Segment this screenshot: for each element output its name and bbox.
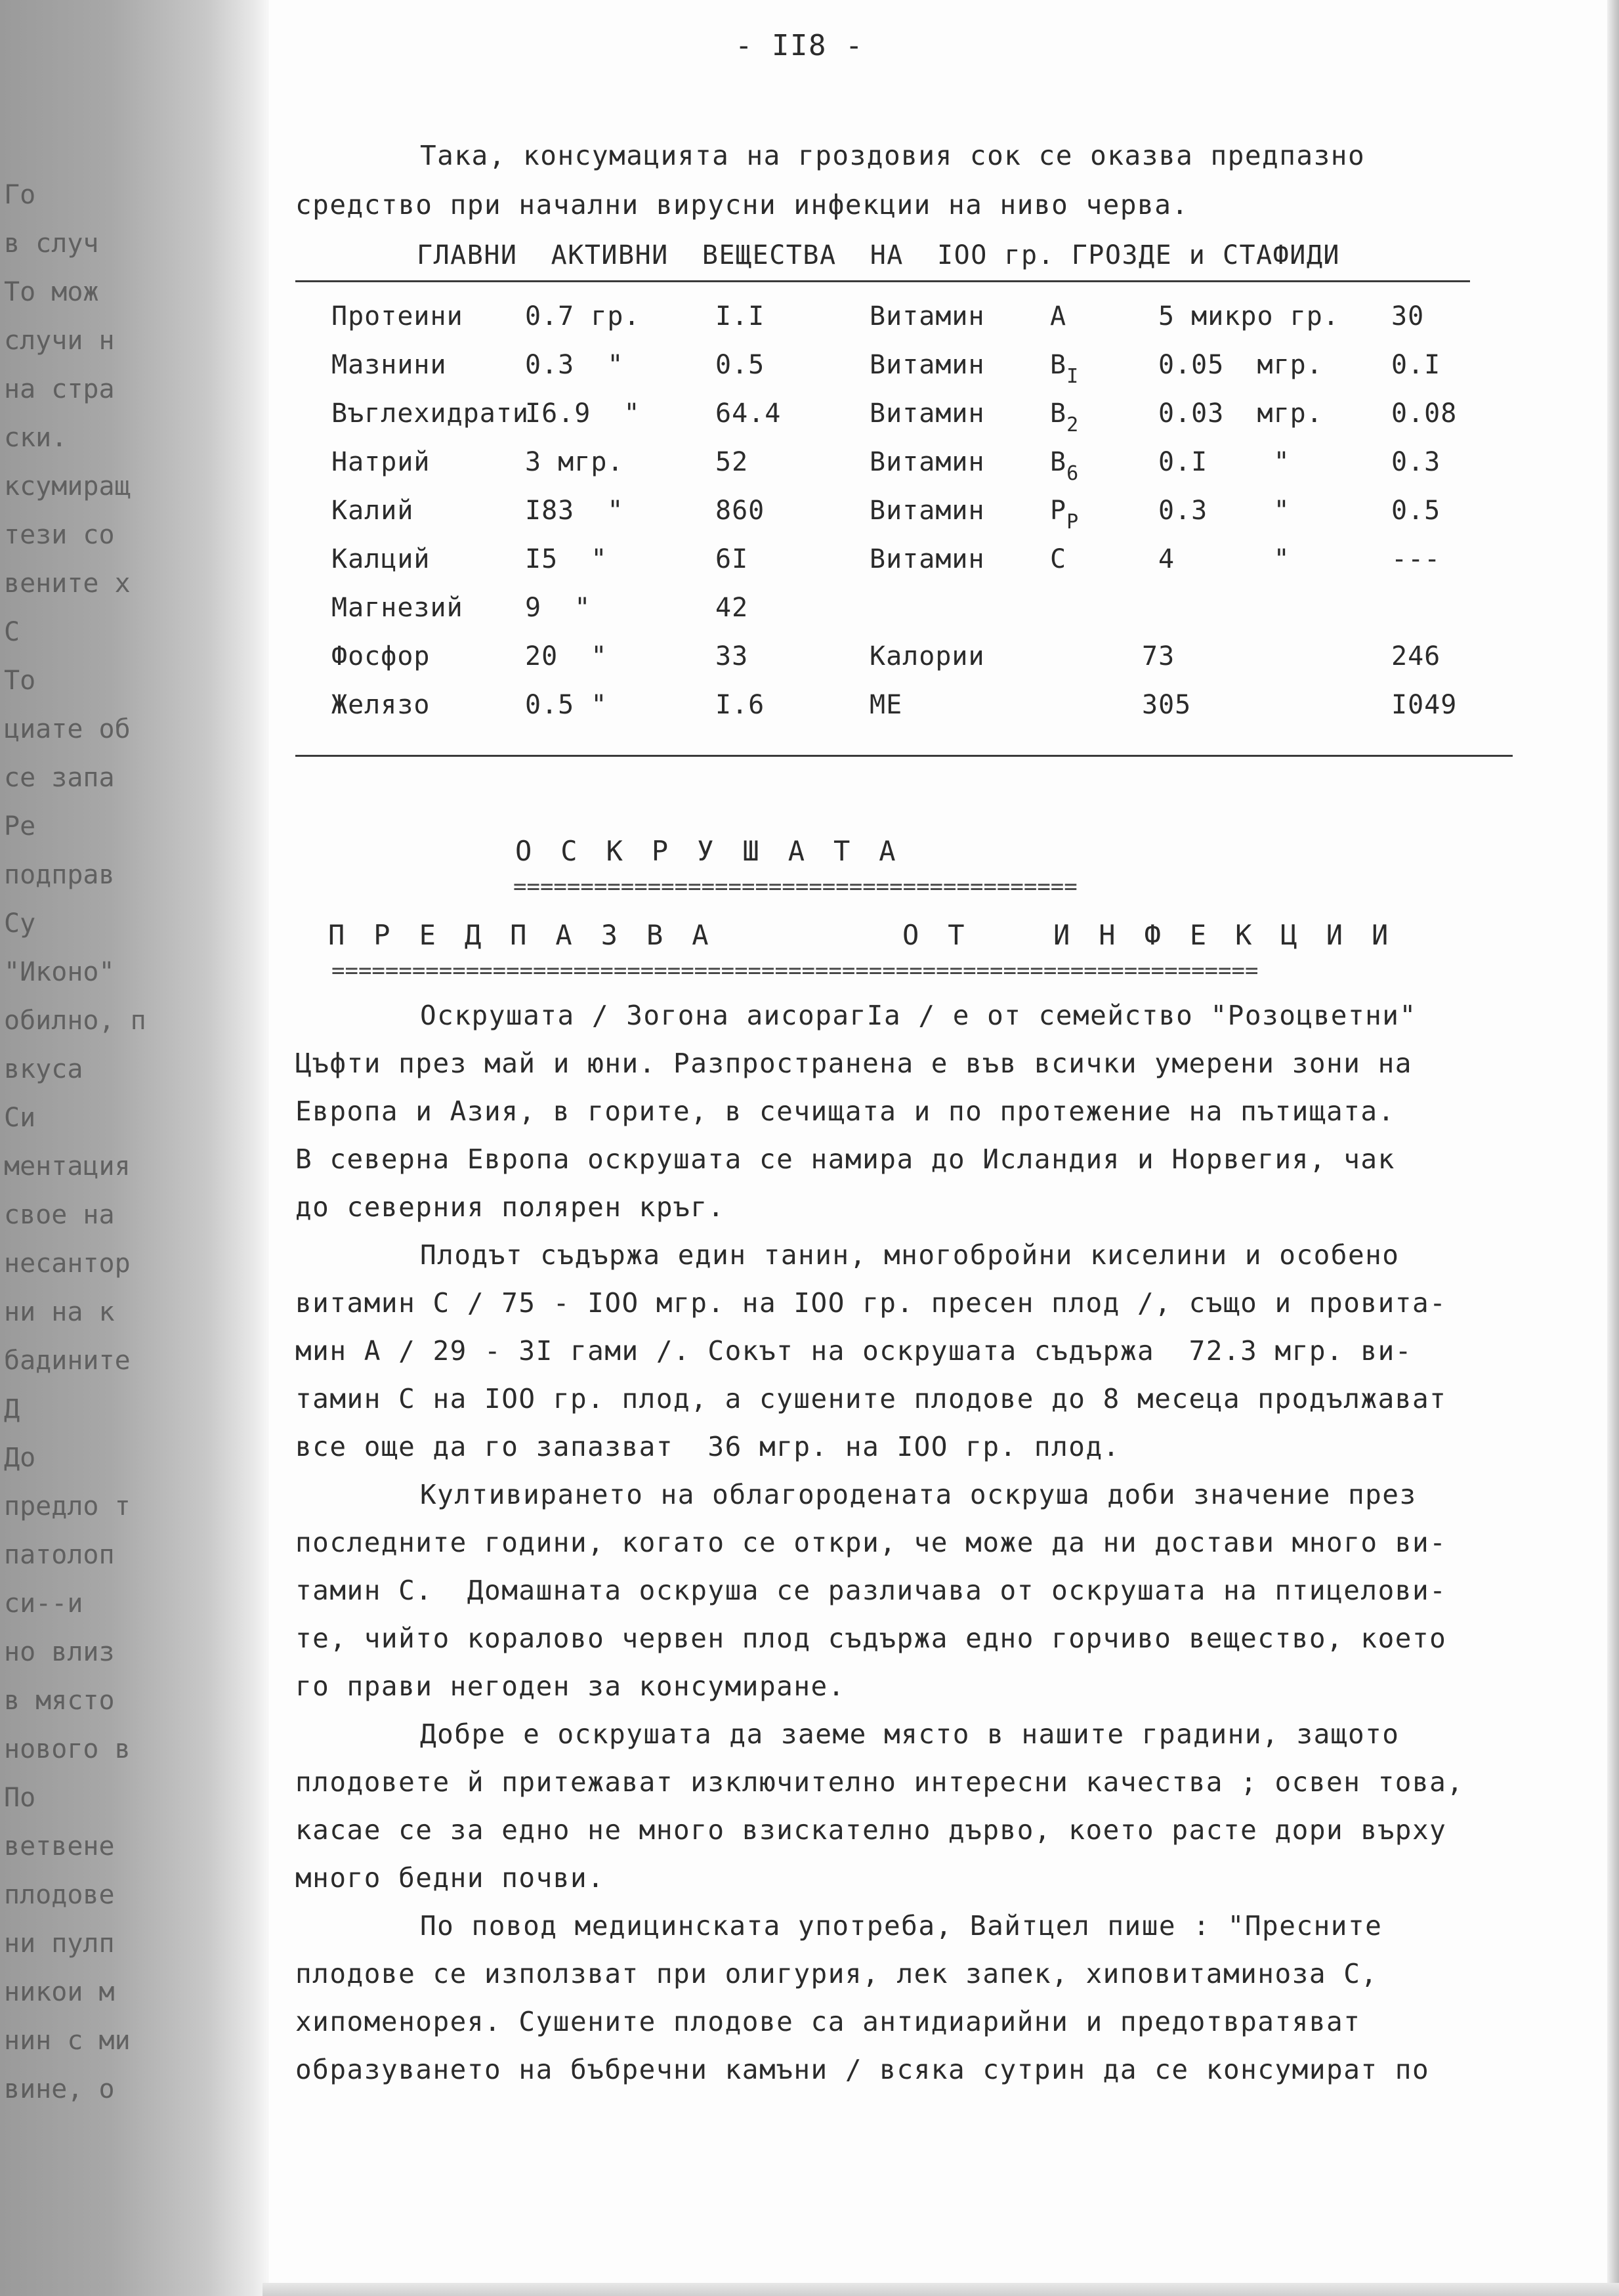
table-row-raisin-value: 860 <box>715 496 765 526</box>
table-row-nutrient-name: Калций <box>331 544 431 574</box>
heading-oskrushata: ОСКРУШАТА <box>515 835 925 867</box>
table-top-rule <box>295 280 1470 282</box>
paragraph-line: последните години, когато се откри, че може да ни достави много ви- <box>295 1527 1447 1558</box>
gutter-fragment: То <box>4 666 36 696</box>
heading-part-1: ПРЕДПАЗВА <box>328 919 738 951</box>
gutter-fragment: С <box>4 617 20 647</box>
intro-line-1: Така, консумацията на гроздовия сок се оказва предпазно <box>420 140 1366 171</box>
table-row-grape-value: I83 " <box>525 496 624 526</box>
table-row-vitamin-name: Витамин <box>870 350 985 380</box>
paragraph-line: Европа и Азия, в горите, в сечищата и по протежение на пътищата. <box>295 1095 1395 1127</box>
paragraph-line: В северна Европа оскрушата се намира до Исландия и Норвегия, чак <box>295 1143 1395 1175</box>
gutter-fragment: патолоп <box>4 1540 115 1570</box>
gutter-fragment: Си <box>4 1103 36 1133</box>
table-row-grape-value: 0.3 " <box>1158 496 1290 526</box>
table-row-nutrient-name: Калий <box>331 496 414 526</box>
table-row-raisin-value: 30 <box>1391 301 1425 331</box>
table-row-nutrient-name: Фосфор <box>331 641 431 671</box>
table-row-raisin-value: 0.5 <box>715 350 765 380</box>
table-row-vitamin-letter: $B_I$ <box>1050 350 1080 388</box>
paragraph-line: до северния полярен кръг. <box>295 1191 725 1223</box>
table-row-raisin-value: I.6 <box>715 690 765 720</box>
table-row-vitamin-letter: $B_2$ <box>1050 398 1080 436</box>
gutter-fragment: в случ <box>4 228 99 259</box>
table-row-raisin-value: 42 <box>715 593 749 623</box>
table-row-vitamin-name: Витамин <box>870 301 985 331</box>
table-row-nutrient-name: Мазнини <box>331 350 447 380</box>
table-row-grape-value: 0.7 гр. <box>525 301 641 331</box>
gutter-fragment: Су <box>4 908 36 939</box>
book-gutter <box>0 0 276 2296</box>
table-row-grape-value: 4 " <box>1158 544 1290 574</box>
gutter-fragment: Ре <box>4 811 36 841</box>
table-row-nutrient-name: Въглехидрати <box>331 398 529 429</box>
table-row-grape-value: 0.05 мгр. <box>1158 350 1323 380</box>
table-row-raisin-value: 0.08 <box>1391 398 1458 429</box>
gutter-fragment: ксумиращ <box>4 471 131 501</box>
paragraph-line: мин А / 29 - 3I гами /. Сокът на оскрушата съдържа 72.3 мгр. ви- <box>295 1335 1412 1367</box>
paragraph-first-line: Оскрушата / Зогона аисорагIа / е от семейство "Розоцветни" <box>420 1000 1417 1031</box>
gutter-fragment: вкуса <box>4 1054 83 1084</box>
gutter-fragment: но влиз <box>4 1637 115 1667</box>
table-bottom-rule <box>295 755 1513 757</box>
table-row-vitamin-name: Калории <box>870 641 985 671</box>
table-row-nutrient-name: Протеини <box>331 301 463 331</box>
heading-part-2: ОТ <box>902 919 994 951</box>
table-row-vitamin-letter: C <box>1050 544 1067 574</box>
gutter-fragment: вине, о <box>4 2074 115 2104</box>
table-row-raisin-value: 6I <box>715 544 749 574</box>
gutter-fragment: се запа <box>4 763 115 793</box>
table-row-raisin-value: 64.4 <box>715 398 782 429</box>
table-row-vitamin-letter: $P_P$ <box>1050 496 1080 534</box>
gutter-fragment: Го <box>4 180 36 210</box>
table-row-raisin-value: --- <box>1391 544 1441 574</box>
table-row-vitamin-name: Витамин <box>870 447 985 477</box>
gutter-fragment: на стра <box>4 374 115 404</box>
gutter-fragment: По <box>4 1783 36 1813</box>
paragraph-line: тамин С. Домашната оскруша се различава от оскрушата на птицелови- <box>295 1575 1447 1606</box>
paragraph-line: го прави негоден за консумиране. <box>295 1670 845 1702</box>
paragraph-line: плодовете й притежават изключително интересни качества ; освен това, <box>295 1766 1464 1798</box>
paragraph-first-line: Добре е оскрушата да заеме място в нашите градини, защото <box>420 1718 1400 1750</box>
table-row-vitamin-name: Витамин <box>870 544 985 574</box>
gutter-fragment: ветвене <box>4 1831 115 1861</box>
table-row-raisin-value: I049 <box>1391 690 1458 720</box>
page-edge-bottom <box>263 2283 1619 2296</box>
paragraph-line: касае се за едно не много взискателно дърво, което расте дори върху <box>295 1814 1447 1846</box>
gutter-fragment: подправ <box>4 860 115 890</box>
paragraph-line: все още да го запазват 36 мгр. на IOO гр. плод. <box>295 1431 1120 1462</box>
paragraph-line: плодове се използват при олигурия, лек запек, хиповитаминоза С, <box>295 1958 1378 1989</box>
paragraph-line: хипоменорея. Сушените плодове са антидиарийни и предотвратяват <box>295 2006 1361 2037</box>
paragraph-line: много бедни почви. <box>295 1862 605 1894</box>
table-row-grape-value: I5 " <box>525 544 608 574</box>
table-row-vitamin-name: МЕ <box>870 690 903 720</box>
paragraph-line: тамин С на IOO гр. плод, а сушените плодове до 8 месеца продължават <box>295 1383 1447 1414</box>
gutter-fragment: никои м <box>4 1977 115 2007</box>
paragraph-line: витамин С / 75 - IOO мгр. на IOO гр. пресен плод /, също и провита- <box>295 1287 1447 1319</box>
table-row-nutrient-name: Магнезий <box>331 593 463 623</box>
page-edge-right <box>1607 0 1619 2296</box>
paragraph-line: образуването на бъбречни камъни / всяка сутрин да се консумират по <box>295 2054 1430 2085</box>
table-row-nutrient-name: Натрий <box>331 447 431 477</box>
gutter-fragment: обилно, п <box>4 1006 146 1036</box>
table-row-raisin-value: 52 <box>715 447 749 477</box>
gutter-fragment: предло т <box>4 1491 131 1521</box>
table-row-vitamin-letter: A <box>1050 301 1067 331</box>
gutter-fragment: ни на к <box>4 1297 115 1327</box>
table-row-vitamin-name: Витамин <box>870 496 985 526</box>
table-row-grape-value: 0.03 мгр. <box>1158 398 1323 429</box>
paragraph-first-line: Култивирането на облагородената оскруша доби значение през <box>420 1479 1417 1510</box>
table-row-grape-value: 73 <box>1142 641 1175 671</box>
gutter-fragment: тези со <box>4 520 115 550</box>
table-row-grape-value: 0.I " <box>1158 447 1290 477</box>
heading-underline-1: ========================================== <box>513 880 1078 894</box>
gutter-fragment: ски. <box>4 423 68 453</box>
table-row-grape-value: I6.9 " <box>525 398 641 429</box>
gutter-fragment: бадините <box>4 1346 131 1376</box>
table-row-vitamin-name: Витамин <box>870 398 985 429</box>
paragraph-first-line: Плодът съдържа един танин, многобройни киселини и особено <box>420 1239 1400 1271</box>
table-row-raisin-value: 0.3 <box>1391 447 1441 477</box>
heading-underline-2: ===================================================================== <box>331 964 1259 978</box>
table-row-grape-value: 20 " <box>525 641 608 671</box>
table-row-grape-value: 5 микро гр. <box>1158 301 1339 331</box>
gutter-fragment: вените х <box>4 568 131 599</box>
table-row-grape-value: 9 " <box>525 593 591 623</box>
gutter-fragment: плодове <box>4 1880 115 1910</box>
gutter-fragment: "Иконо" <box>4 957 115 987</box>
paragraph-line: те, чийто коралово червен плод съдържа едно горчиво вещество, което <box>295 1623 1447 1654</box>
table-row-grape-value: 305 <box>1142 690 1192 720</box>
table-title: ГЛАВНИ АКТИВНИ ВЕЩЕСТВА НА IOO гр. ГРОЗДЕ и СТАФИДИ <box>417 240 1341 270</box>
table-row-raisin-value: I.I <box>715 301 765 331</box>
table-row-vitamin-letter: $B_6$ <box>1050 447 1080 485</box>
gutter-fragment: ни пулп <box>4 1928 115 1959</box>
paragraph-line: Цъфти през май и юни. Разпространена е във всички умерени зони на <box>295 1048 1412 1079</box>
gutter-fragment: Д <box>4 1394 20 1424</box>
gutter-fragment: ментация <box>4 1151 131 1181</box>
table-row-grape-value: 0.5 " <box>525 690 608 720</box>
intro-line-2: средство при начални вирусни инфекции на ниво черва. <box>295 189 1189 221</box>
table-row-grape-value: 0.3 " <box>525 350 624 380</box>
gutter-fragment: нового в <box>4 1734 131 1764</box>
gutter-fragment: То мож <box>4 277 99 307</box>
gutter-fragment: случи н <box>4 326 115 356</box>
gutter-fragment: свое на <box>4 1200 115 1230</box>
gutter-fragment: нин с ми <box>4 2026 131 2056</box>
table-row-raisin-value: 246 <box>1391 641 1441 671</box>
facing-page-bleed-text <box>4 171 155 2114</box>
paragraph-first-line: По повод медицинската употреба, Вайтцел пише : "Пресните <box>420 1910 1383 1942</box>
heading-part-3: ИНФЕКЦИИ <box>1053 919 1418 951</box>
table-row-raisin-value: 0.5 <box>1391 496 1441 526</box>
table-row-nutrient-name: Желязо <box>331 690 431 720</box>
page-number: - II8 - <box>735 29 864 62</box>
gutter-fragment: в място <box>4 1686 115 1716</box>
gutter-fragment: циате об <box>4 714 131 744</box>
table-row-raisin-value: 0.I <box>1391 350 1441 380</box>
gutter-fragment: несантор <box>4 1248 131 1279</box>
gutter-fragment: си--и <box>4 1588 83 1619</box>
gutter-fragment: Дo <box>4 1443 36 1473</box>
table-row-grape-value: 3 мгр. <box>525 447 624 477</box>
table-row-raisin-value: 33 <box>715 641 749 671</box>
